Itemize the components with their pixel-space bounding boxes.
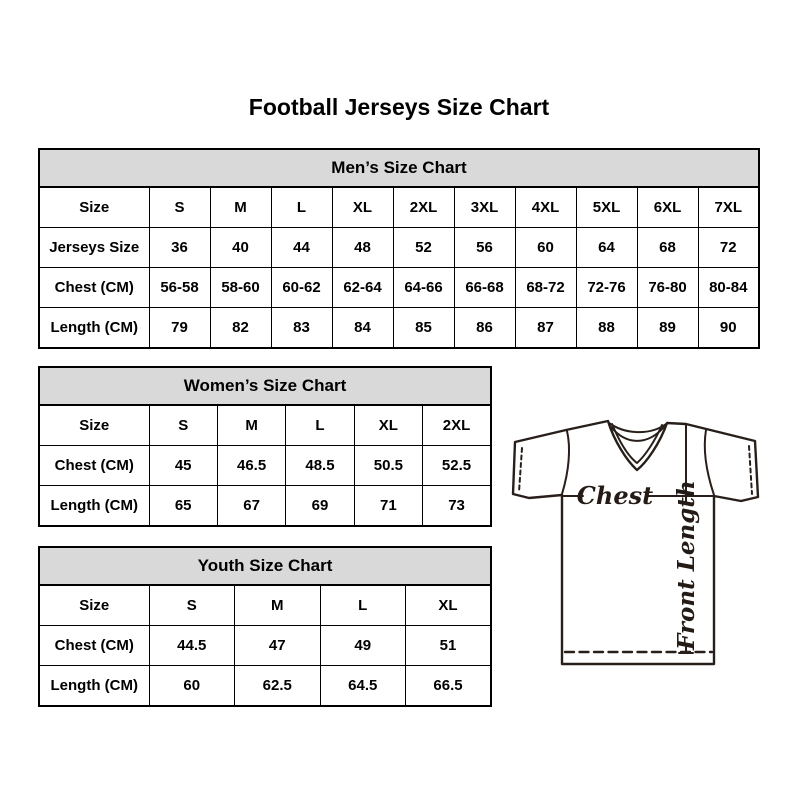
table-cell: S xyxy=(149,405,217,446)
table-cell: 68-72 xyxy=(515,268,576,308)
table-cell: 85 xyxy=(393,308,454,349)
jersey-diagram-svg xyxy=(500,400,780,680)
table-cell: 68 xyxy=(637,228,698,268)
page-title: Football Jerseys Size Chart xyxy=(248,94,550,120)
table-cell: 62-64 xyxy=(332,268,393,308)
row-label: Length (CM) xyxy=(39,486,149,527)
table-cell: 82 xyxy=(210,308,271,349)
table-cell: 87 xyxy=(515,308,576,349)
jersey-outline xyxy=(513,421,758,664)
table-cell: M xyxy=(217,405,285,446)
table-cell: 66.5 xyxy=(406,666,492,707)
chest-label: Chest xyxy=(576,481,654,510)
table-cell: 45 xyxy=(149,446,217,486)
table-cell: 6XL xyxy=(637,187,698,228)
table-cell: 72 xyxy=(698,228,759,268)
row-label: Jerseys Size xyxy=(39,228,149,268)
table-cell: 4XL xyxy=(515,187,576,228)
table-cell: XL xyxy=(406,585,492,626)
table-cell: L xyxy=(271,187,332,228)
table-cell: M xyxy=(235,585,321,626)
table-cell: 84 xyxy=(332,308,393,349)
table-cell: 76-80 xyxy=(637,268,698,308)
table-cell: 60 xyxy=(515,228,576,268)
mens-table-title: Men’s Size Chart xyxy=(38,148,760,188)
table-row xyxy=(39,228,759,268)
table-cell: 36 xyxy=(149,228,210,268)
womens-table-title: Women’s Size Chart xyxy=(38,366,492,406)
table-cell: 64-66 xyxy=(393,268,454,308)
table-cell: 60 xyxy=(149,666,235,707)
table-row xyxy=(39,308,759,349)
table-cell: 40 xyxy=(210,228,271,268)
table-cell: 2XL xyxy=(393,187,454,228)
table-cell: 80-84 xyxy=(698,268,759,308)
table-cell: 44 xyxy=(271,228,332,268)
row-label: Chest (CM) xyxy=(39,268,149,308)
table-cell: 51 xyxy=(406,626,492,666)
table-cell: 58-60 xyxy=(210,268,271,308)
table-cell: 48.5 xyxy=(286,446,354,486)
table-cell: L xyxy=(320,585,406,626)
row-label: Chest (CM) xyxy=(39,626,149,666)
table-cell: 48 xyxy=(332,228,393,268)
row-label: Length (CM) xyxy=(39,666,149,707)
table-cell: 71 xyxy=(354,486,422,527)
table-cell: 69 xyxy=(286,486,354,527)
table-cell: XL xyxy=(332,187,393,228)
table-cell: 90 xyxy=(698,308,759,349)
table-cell: 72-76 xyxy=(576,268,637,308)
table-cell: 56-58 xyxy=(149,268,210,308)
table-cell: 88 xyxy=(576,308,637,349)
row-label: Size xyxy=(39,585,149,626)
row-label: Size xyxy=(39,187,149,228)
table-cell: 60-62 xyxy=(271,268,332,308)
table-cell: 50.5 xyxy=(354,446,422,486)
row-label: Length (CM) xyxy=(39,308,149,349)
table-cell: 52 xyxy=(393,228,454,268)
jersey-measurement-diagram xyxy=(500,400,780,680)
table-cell: 67 xyxy=(217,486,285,527)
table-cell: 47 xyxy=(235,626,321,666)
table-cell: XL xyxy=(354,405,422,446)
youth-size-table xyxy=(38,584,492,707)
table-row xyxy=(39,626,491,666)
table-cell: 2XL xyxy=(423,405,491,446)
table-row xyxy=(39,585,491,626)
table-cell: 66-68 xyxy=(454,268,515,308)
table-cell: M xyxy=(210,187,271,228)
mens-size-table xyxy=(38,186,760,349)
table-cell: 83 xyxy=(271,308,332,349)
table-cell: 64 xyxy=(576,228,637,268)
table-row xyxy=(39,446,491,486)
table-row xyxy=(39,666,491,707)
womens-size-table xyxy=(38,404,492,527)
front-length-label: Front Length xyxy=(673,480,700,650)
table-cell: 89 xyxy=(637,308,698,349)
table-cell: 79 xyxy=(149,308,210,349)
table-row xyxy=(39,405,491,446)
table-cell: 5XL xyxy=(576,187,637,228)
collar-back-arc-upper xyxy=(609,423,666,432)
table-cell: 56 xyxy=(454,228,515,268)
table-cell: S xyxy=(149,187,210,228)
table-cell: 49 xyxy=(320,626,406,666)
table-cell: 3XL xyxy=(454,187,515,228)
table-cell: 52.5 xyxy=(423,446,491,486)
table-cell: 64.5 xyxy=(320,666,406,707)
row-label: Chest (CM) xyxy=(39,446,149,486)
table-row xyxy=(39,187,759,228)
table-cell: 62.5 xyxy=(235,666,321,707)
table-cell: 73 xyxy=(423,486,491,527)
table-cell: L xyxy=(286,405,354,446)
table-row xyxy=(39,268,759,308)
table-cell: S xyxy=(149,585,235,626)
table-cell: 7XL xyxy=(698,187,759,228)
table-cell: 65 xyxy=(149,486,217,527)
table-row xyxy=(39,486,491,527)
table-cell: 46.5 xyxy=(217,446,285,486)
row-label: Size xyxy=(39,405,149,446)
table-cell: 44.5 xyxy=(149,626,235,666)
youth-table-title: Youth Size Chart xyxy=(38,546,492,586)
table-cell: 86 xyxy=(454,308,515,349)
